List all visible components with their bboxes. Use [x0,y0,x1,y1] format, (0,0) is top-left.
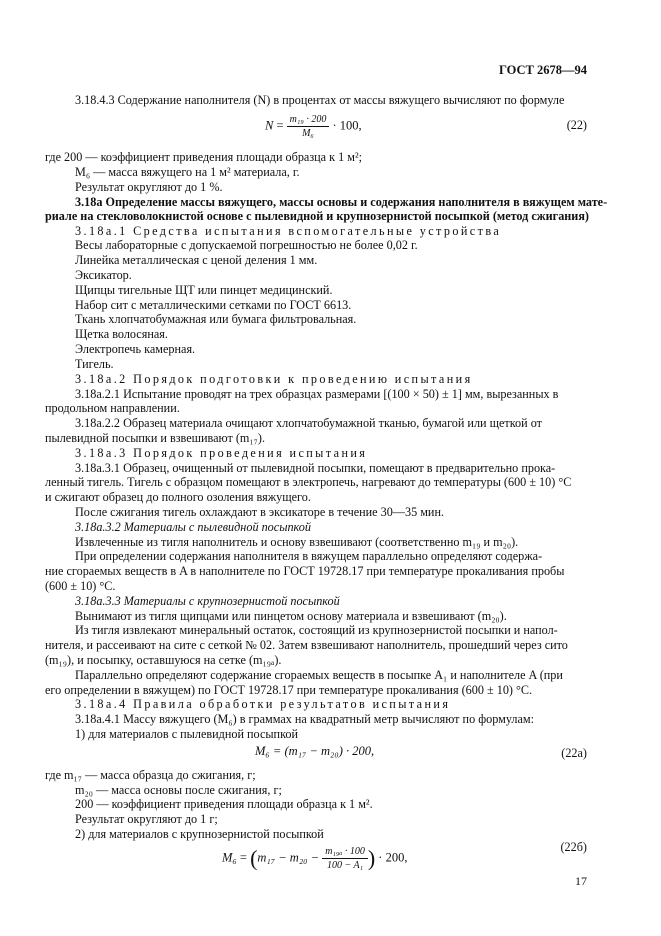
text-line: После сжигания тигель охлаждают в эксикаторе в течение 30—35 мин. [75,505,445,519]
text-line: 200 — коэффициент приведения площади образца к 1 м². [75,797,373,811]
text-line: Набор сит с металлическими сетками по ГОСТ 6613. [75,298,352,312]
text-line: Вынимают из тигля щипцами или пинцетом основу материала и взвешивают (m₂₀). [75,609,507,623]
text-line: M₆ — масса вяжущего на 1 м² материала, г. [75,165,300,179]
text-line: продольном направлении. [45,401,180,415]
formula-22-numerator: m₁₉ · 200 [287,114,330,127]
text-line: нителя, и рассеивают на сите с сеткой № 02. Затем взвешивают наполнитель, прошедший через сито [45,638,568,652]
subsection-heading: 3.18а.4 Правила обработки результатов испытания [75,697,451,711]
text-line: 3.18а.3.1 Образец, очищенный от пылевидной посыпки, помещают в предварительно прока- [75,461,556,475]
subsection-heading-italic: 3.18а.3.3 Материалы с крупнозернистой посыпкой [75,594,340,608]
subsection-heading-italic: 3.18а.3.2 Материалы с пылевидной посыпкой [75,520,311,534]
text-line: Эксикатор. [75,268,132,282]
text-line: 3.18а.2.1 Испытание проводят на трех образцах размерами [(100 × 50) ± 1] мм, вырезанных в [75,387,559,401]
text-line: 1) для материалов с пылевидной посыпкой [75,727,298,741]
text-line: (m₁₉), и посыпку, оставшуюся на сетке (m₁₉ₐ). [45,653,282,667]
formula-22b-lhs: M₆ [222,850,237,865]
formula-22b-fraction [322,846,368,871]
formula-22-denominator: M₆ [302,128,314,139]
text-line: m₂₀ — масса основы после сжигания, г; [75,783,282,797]
text-line: Тигель. [75,357,114,371]
text-line: где 200 — коэффициент приведения площади образца к 1 м²; [45,150,362,164]
text-line: пылевидной посыпки и взвешивают (m₁₇). [45,431,265,445]
formula-22b-number: (22б) [560,840,587,854]
formula-22-lhs: N [265,118,274,133]
text-line: Щипцы тигельные ЩТ или пинцет медицинский. [75,283,333,297]
formula-22: N = $\frac{\text{m₁₉ · 200}}{\text{M₆}}$ · 100, [265,114,362,139]
text-line: и сжигают образец до полного озоления вяжущего. [45,490,311,504]
clause-3-18-4-3: 3.18.4.3 Содержание наполнителя (N) в процентах от массы вяжущего вычисляют по формуле [75,93,565,107]
text-line: Результат округляют до 1 %. [75,180,223,194]
doc-header-code: ГОСТ 2678—94 [498,63,587,77]
formula-22b-open-paren: ( [250,845,258,871]
formula-22b: M₆ = (m₁₇ − m₂₀ − $\frac{\text{m₁₉ₐ · 100}}{\text{100 − A₁}}$ ) · 200, [222,845,408,871]
text-line: Параллельно определяют содержание сгораемых веществ в посыпке A₁ и наполнителе A (при [75,668,563,682]
subsection-heading: 3.18а.1 Средства испытания вспомогательные устройства [75,224,502,238]
formula-22b-numerator: m₁₉ₐ · 100 [322,846,368,859]
formula-22b-close-paren: ) [367,845,376,871]
text-line: его определении в вяжущем) по ГОСТ 19728.17 при температуре прокаливания (600 ± 10) °С. [45,683,533,697]
formula-22-number: (22) [566,118,587,132]
text-line: 3.18а.2.2 Образец материала очищают хлопчатобумажной тканью, бумагой или щеткой от [75,416,542,430]
formula-22-fraction [287,114,330,139]
subsection-heading: 3.18а.3 Порядок проведения испытания [75,446,368,460]
text-line: Результат округляют до 1 г; [75,812,218,826]
text-line: (600 ± 10) °С. [45,579,116,593]
text-line: Ткань хлопчатобумажная или бумага фильтровальная. [75,312,357,326]
text-line: где m₁₇ — масса образца до сжигания, г; [45,768,256,782]
text-line: Из тигля извлекают минеральный остаток, состоящий из крупнозернистой посыпки и напол- [75,623,558,637]
formula-22b-terms: m₁₇ − m₂₀ − [257,850,320,865]
text-line: Весы лабораторные с допускаемой погрешностью не более 0,02 г. [75,238,418,252]
section-3-18a-title-cont: риале на стекловолокнистой основе с пылевидной и крупнозернистой посыпкой (метод сжигания) [45,209,589,223]
text-line: ленный тигель. Тигель с образцом помещают в электропечь, нагревают до температуры (600 ± 10) °С [45,475,572,489]
formula-22b-denominator: 100 − A₁ [326,860,364,871]
section-3-18a-title: 3.18а Определение массы вяжущего, массы основы и содержания наполнителя в вяжущем мате- [75,195,608,209]
text-line: 2) для материалов с крупнозернистой посыпкой [75,827,324,841]
text-line: Электропечь камерная. [75,342,196,356]
text-line: ние сгораемых веществ в A в наполнителе по ГОСТ 19728.17 при температуре прокаливания пробы [45,564,565,578]
formula-22a: M₆ = (m₁₇ − m₂₀) · 200, [255,744,375,758]
formula-22a-number: (22а) [561,746,587,760]
text-line: Извлеченные из тигля наполнитель и основу взвешивают (соответственно m₁₉ и m₂₀). [75,535,519,549]
formula-22-tail: · 100, [332,118,362,133]
text-line: При определении содержания наполнителя в вяжущем параллельно определяют содержа- [75,549,543,563]
subsection-heading: 3.18а.2 Порядок подготовки к проведению испытания [75,372,473,386]
formula-22b-tail: · 200, [378,850,408,865]
text-line: Линейка металлическая с ценой деления 1 мм. [75,253,318,267]
page-number: 17 [575,874,587,888]
text-line: 3.18а.4.1 Массу вяжущего (M₆) в граммах на квадратный метр вычисляют по формулам: [75,712,534,726]
text-line: Щетка волосяная. [75,327,168,341]
